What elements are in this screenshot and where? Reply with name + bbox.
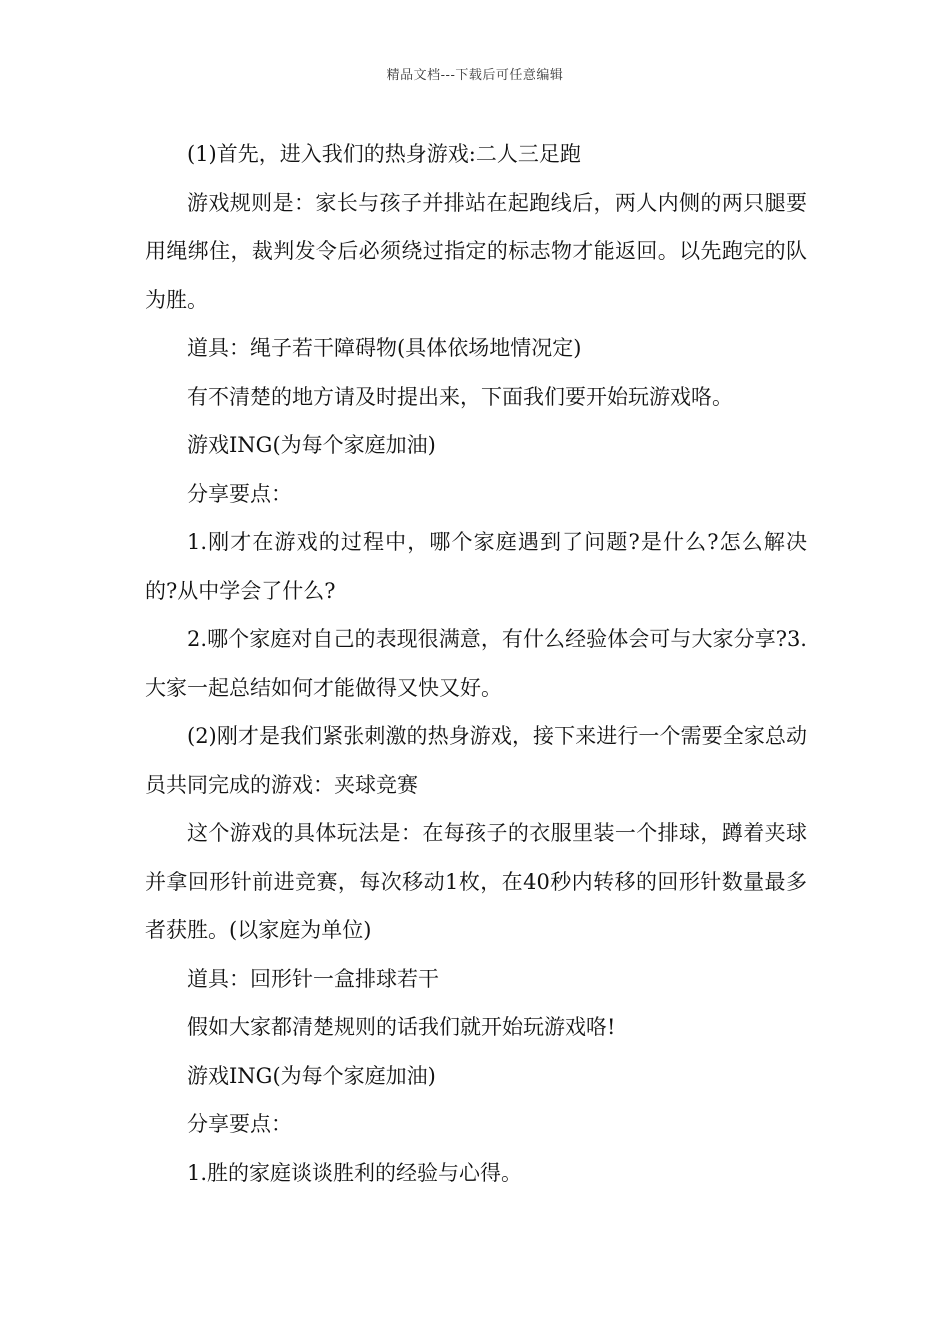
document-body — [145, 130, 807, 1197]
paragraph-game-2-title: (2)刚才是我们紧张刺激的热身游戏，接下来进行一个需要全家总动员共同完成的游戏：夹球竞赛 — [145, 724, 807, 797]
paragraph-game-2-prompt: 假如大家都清楚规则的话我们就开始玩游戏咯! — [187, 1015, 616, 1039]
paragraph-sharing-point-1: 1.刚才在游戏的过程中，哪个家庭遇到了问题?是什么?怎么解决的?从中学会了什么? — [145, 530, 807, 603]
paragraph-game-2-rules: 这个游戏的具体玩法是：在每孩子的衣服里装一个排球，蹲着夹球并拿回形针前进竞赛，每次移动1枚，在40秒内转移的回形针数量最多者获胜。(以家庭为单位) — [145, 821, 807, 942]
paragraph-game-2-props: 道具：回形针一盒排球若干 — [187, 966, 439, 991]
paragraph-game-1-title: (1)首先，进入我们的热身游戏:二人三足跑 — [187, 142, 581, 166]
paragraph-sharing-point-2: 2.哪个家庭对自己的表现很满意，有什么经验体会可与大家分享?3.大家一起总结如何才能做得又快又好。 — [145, 627, 807, 700]
paragraph-game-1-props: 道具：绳子若干障碍物(具体依场地情况定) — [187, 336, 582, 360]
paragraph-game-2-ing: 游戏ING(为每个家庭加油) — [187, 1063, 436, 1088]
paragraph-game-1-ing: 游戏ING(为每个家庭加油) — [187, 433, 436, 457]
page-header: 精品文档---下载后可任意编辑 — [386, 68, 564, 83]
paragraph-game-1-prompt: 有不清楚的地方请及时提出来，下面我们要开始玩游戏咯。 — [187, 384, 733, 409]
paragraph-sharing-heading-2: 分享要点： — [187, 1112, 292, 1136]
paragraph-game-1-rules: 游戏规则是：家长与孩子并排站在起跑线后，两人内侧的两只腿要用绳绑住，裁判发令后必须绕过指定的标志物才能返回。以先跑完的队为胜。 — [145, 190, 807, 312]
paragraph-sharing-heading-1: 分享要点： — [187, 481, 292, 506]
paragraph-sharing-point-3: 1.胜的家庭谈谈胜利的经验与心得。 — [187, 1160, 523, 1185]
